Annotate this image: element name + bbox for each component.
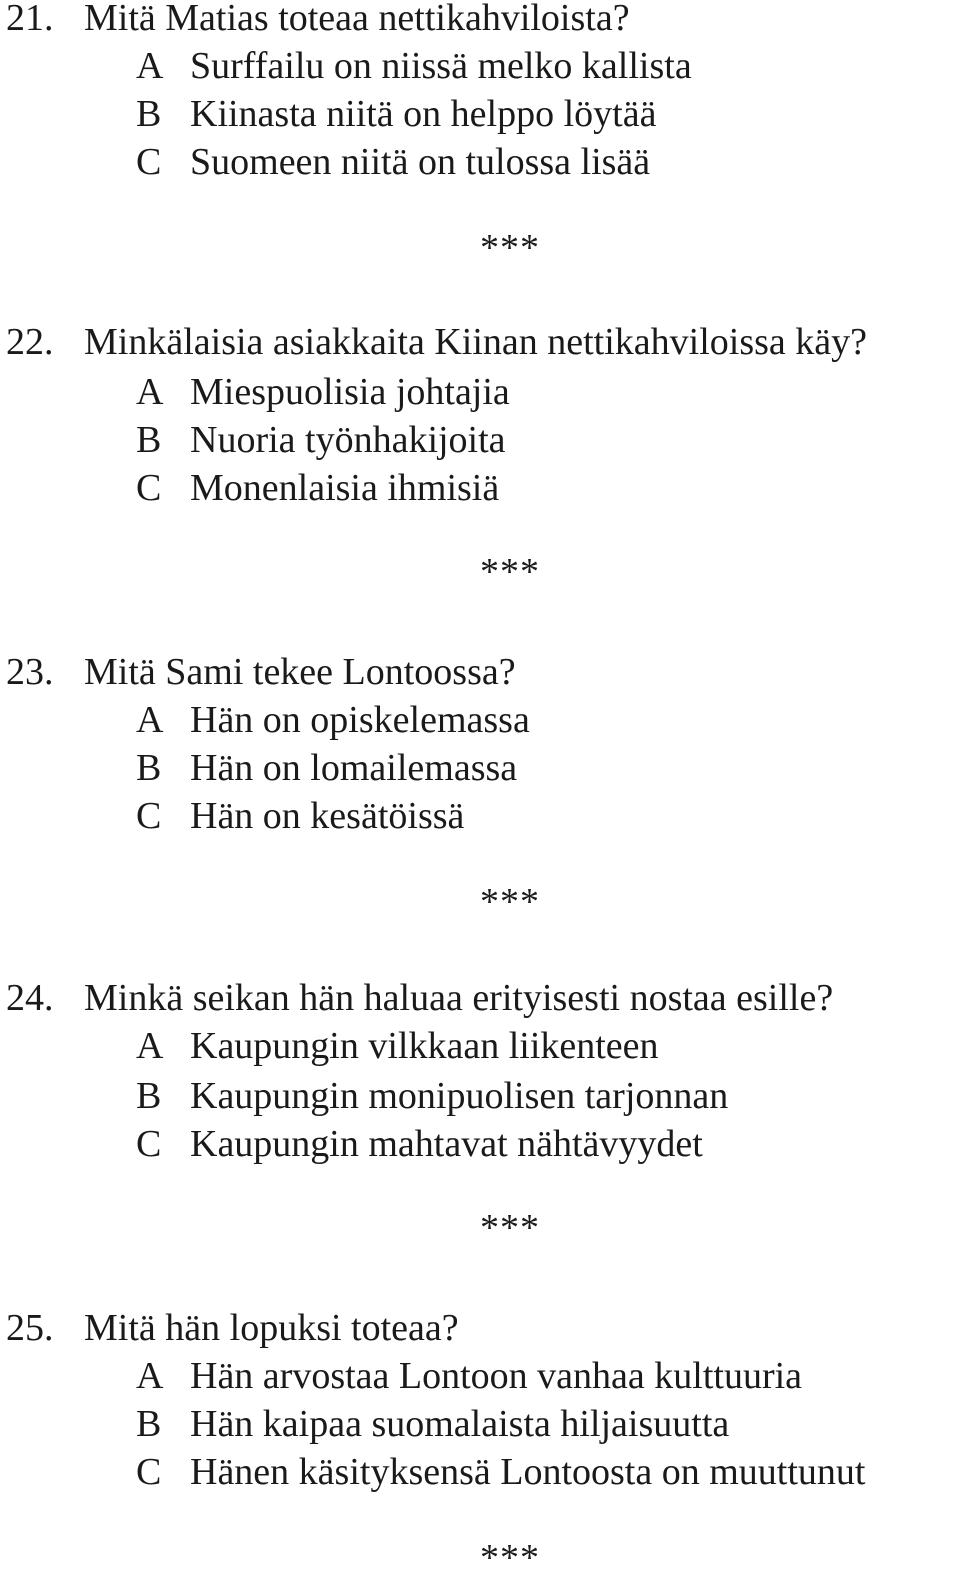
option-letter: B	[136, 93, 162, 135]
option-text: Hän kaipaa suomalaista hiljaisuutta	[190, 1403, 730, 1445]
question-text: Mitä Matias toteaa nettikahviloista?	[84, 0, 630, 39]
option-text: Hän arvostaa Lontoon vanhaa kulttuuria	[190, 1355, 803, 1397]
option-text: Kaupungin vilkkaan liikenteen	[190, 1025, 659, 1067]
option-letter: C	[136, 1451, 162, 1493]
question-number: 21.	[6, 0, 54, 39]
separator-asterisks: ***	[480, 881, 540, 923]
question-text: Mitä Sami tekee Lontoossa?	[84, 651, 516, 693]
option-text: Surffailu on niissä melko kallista	[190, 45, 692, 87]
option-text: Miespuolisia johtajia	[190, 371, 510, 413]
option-letter: A	[136, 371, 164, 413]
question-text: Minkä seikan hän haluaa erityisesti nostaa esille?	[84, 977, 834, 1019]
option-text: Kiinasta niitä on helppo löytää	[190, 93, 657, 135]
option-text: Kaupungin mahtavat nähtävyydet	[190, 1123, 703, 1165]
option-text: Hän on lomailemassa	[190, 747, 518, 789]
option-text: Suomeen niitä on tulossa lisää	[190, 141, 651, 183]
question-number: 24.	[6, 977, 54, 1019]
question-text: Mitä hän lopuksi toteaa?	[84, 1307, 459, 1349]
option-text: Hänen käsityksensä Lontoosta on muuttunut	[190, 1451, 866, 1493]
question-number: 22.	[6, 321, 54, 363]
separator-asterisks: ***	[480, 1207, 540, 1249]
option-letter: C	[136, 795, 162, 837]
option-letter: B	[136, 747, 162, 789]
option-letter: B	[136, 419, 162, 461]
option-text: Hän on opiskelemassa	[190, 699, 530, 741]
option-letter: C	[136, 141, 162, 183]
question-number: 25.	[6, 1307, 54, 1349]
separator-asterisks: ***	[480, 227, 540, 269]
separator-asterisks: ***	[480, 1537, 540, 1579]
option-text: Hän on kesätöissä	[190, 795, 465, 837]
option-letter: C	[136, 467, 162, 509]
option-letter: A	[136, 1355, 164, 1397]
option-text: Kaupungin monipuolisen tarjonnan	[190, 1075, 729, 1117]
option-letter: A	[136, 45, 164, 87]
option-letter: B	[136, 1075, 162, 1117]
option-text: Monenlaisia ihmisiä	[190, 467, 500, 509]
separator-asterisks: ***	[480, 551, 540, 593]
option-letter: B	[136, 1403, 162, 1445]
option-text: Nuoria työnhakijoita	[190, 419, 506, 461]
option-letter: C	[136, 1123, 162, 1165]
question-text: Minkälaisia asiakkaita Kiinan nettikahviloissa käy?	[84, 321, 868, 363]
question-number: 23.	[6, 651, 54, 693]
option-letter: A	[136, 699, 164, 741]
option-letter: A	[136, 1025, 164, 1067]
